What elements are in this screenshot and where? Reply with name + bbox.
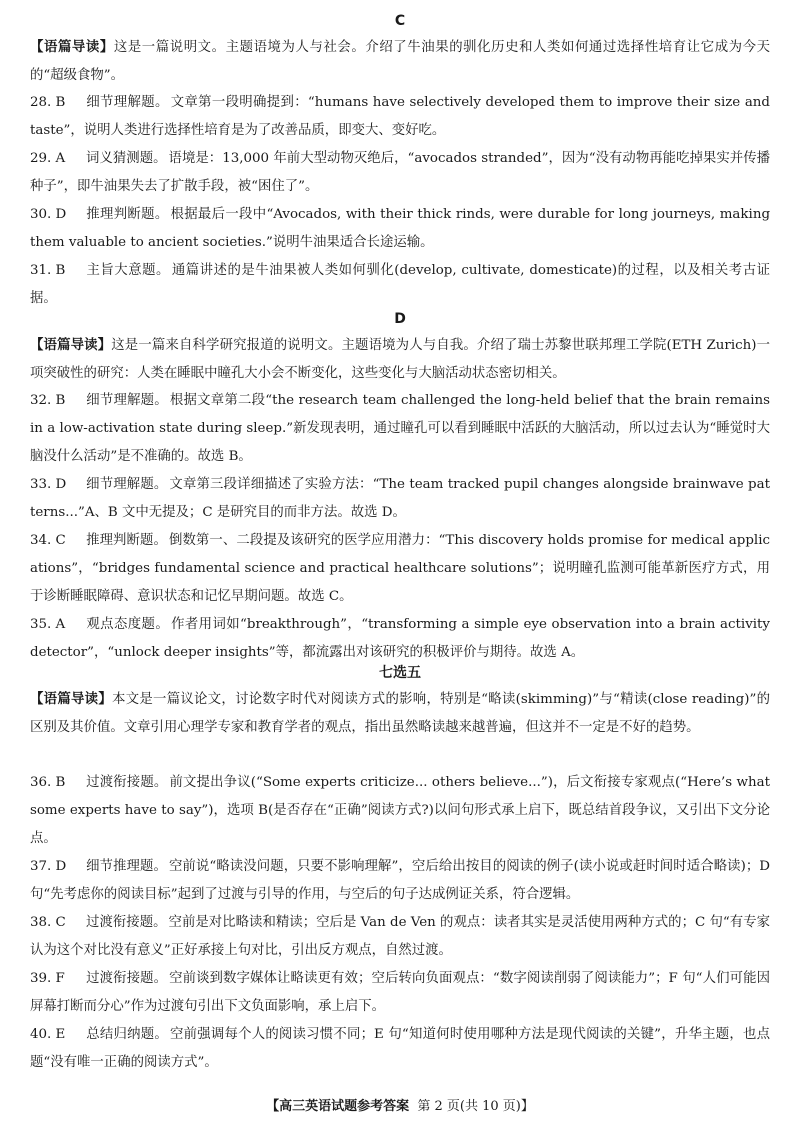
answer-item-38 — [30, 909, 770, 965]
answer-number: 29. A — [30, 151, 66, 166]
intro-label: 【语篇导读】 — [30, 39, 114, 55]
footer-title: 【高三英语试题参考答案 — [266, 1099, 410, 1114]
question-type: 推理判断题。 — [86, 533, 167, 548]
question-type: 总结归纳题。 — [86, 1027, 168, 1042]
section-qx-intro — [30, 685, 770, 742]
question-type: 观点态度题。 — [86, 617, 170, 632]
answer-explanation: 倒数第一、二段提及该研究的医学应用潜力：“This discovery holds promise for medical applications”，“bridges fundamental science and practical healthcare solutions”；说明瞳孔监测可能革新医疗方式，用于诊断睡眠障碍、意识状态和记忆早期问题。故选 C。 — [30, 533, 770, 604]
answer-explanation: 空前强调每个人的阅读习惯不同；E 句“知道何时使用哪种方法是现代阅读的关键”，升华主题，也点题“没有唯一正确的阅读方式”。 — [30, 1027, 770, 1070]
intro-label: 【语篇导读】 — [30, 691, 113, 707]
answer-explanation: 通篇讲述的是牛油果被人类如何驯化(develop, cultivate, domesticate)的过程，以及相关考古证据。 — [30, 263, 770, 306]
answer-explanation: 作者用词如“breakthrough”，“transforming a simple eye observation into a brain activity detector”，“unlock deeper insights”等，都流露出对该研究的积极评价与期待。故选 A。 — [30, 617, 770, 660]
answer-explanation: 根据文章第二段“the research team challenged the long-held belief that the brain remains in a low-activation state during sleep.”新发现表明，通过瞳孔可以看到睡眠中活跃的大脑活动，所以过去认为“睡觉时大脑没什么活动”是不准确的。故选 B。 — [30, 393, 770, 464]
answer-item-39 — [30, 965, 770, 1021]
page-footer — [0, 1098, 800, 1116]
answer-explanation: 根据最后一段中“Avocados, with their thick rinds, were durable for long journeys, making them valuable to ancient societies.”说明牛油果适合长途运输。 — [30, 207, 771, 250]
answer-item-31 — [30, 257, 770, 313]
answer-item-37 — [30, 853, 770, 909]
footer-page-number: 第 2 页(共 10 页)】 — [417, 1099, 534, 1114]
question-type: 过渡衔接题。 — [86, 971, 168, 986]
answer-number: 38. C — [30, 915, 66, 930]
answer-explanation: 文章第三段详细描述了实验方法：“The team tracked pupil changes alongside brainwave patterns...”A、B 文中无提及；C 是研究目的而非方法。故选 D。 — [30, 477, 770, 520]
answer-explanation: 语境是：13,000 年前大型动物灭绝后，“avocados stranded”，因为“没有动物再能吃掉果实并传播种子”，即牛油果失去了扩散手段，被“困住了”。 — [30, 151, 770, 194]
question-type: 细节理解题。 — [86, 393, 168, 408]
answer-number: 35. A — [30, 617, 66, 632]
question-type: 推理判断题。 — [86, 207, 169, 222]
answer-explanation: 空前说“略读没问题，只要不影响理解”，空后给出按目的阅读的例子(读小说或赶时间时适合略读)；D 句“先考虑你的阅读目标”起到了过渡与引导的作用，与空后的句子达成例证关系，符合逻辑。 — [30, 859, 771, 902]
question-type: 细节理解题。 — [86, 477, 168, 492]
answer-number: 30. D — [30, 207, 67, 222]
answer-explanation: 空前是对比略读和精读；空后是 Van de Ven 的观点：读者其实是灵活使用两种方式的；C 句“有专家认为这个对比没有意义”正好承接上句对比，引出反方观点，自然过渡。 — [30, 915, 771, 958]
answer-item-33 — [30, 471, 770, 527]
question-type: 词义猜测题。 — [86, 151, 167, 166]
answer-explanation: 前文提出争议(“Some experts criticize... others believe...”)，后文衔接专家观点(“Here’s what some experts have to say”)，选项 B(是否存在“正确”阅读方式?)以问句形式承上启下，既总结首段争议，又引出下文分论点。 — [30, 775, 770, 846]
section-title-c: C — [394, 13, 406, 29]
intro-text: 这是一篇来自科学研究报道的说明文。主题语境为人与自我。介绍了瑞士苏黎世联邦理工学院(ETH Zurich)一项突破性的研究：人类在睡眠中瞳孔大小会不断变化，这些变化与大脑活动状态密切相关。 — [30, 338, 771, 381]
answer-number: 40. E — [30, 1027, 66, 1042]
question-type: 细节推理题。 — [86, 859, 167, 874]
question-type: 过渡衔接题。 — [86, 775, 168, 790]
answer-number: 36. B — [30, 775, 66, 790]
question-type: 主旨大意题。 — [86, 263, 170, 278]
section-d-intro — [30, 331, 770, 388]
answer-number: 39. F — [30, 971, 65, 986]
answer-item-40 — [30, 1021, 770, 1077]
answer-number: 33. D — [30, 477, 67, 492]
intro-text: 这是一篇说明文。主题语境为人与社会。介绍了牛油果的驯化历史和人类如何通过选择性培育让它成为今天的“超级食物”。 — [30, 40, 771, 83]
answer-explanation: 空前谈到数字媒体让略读更有效；空后转向负面观点：“数字阅读削弱了阅读能力”；F 句“人们可能因屏幕打断而分心”作为过渡句引出下文负面影响，承上启下。 — [30, 971, 771, 1014]
section-title-seven-choose-five: 七选五 — [379, 665, 421, 681]
answer-item-34 — [30, 527, 770, 611]
answer-number: 34. C — [30, 533, 66, 548]
answer-item-32 — [30, 387, 770, 471]
answer-number: 31. B — [30, 263, 66, 278]
intro-text: 本文是一篇议论文，讨论数字时代对阅读方式的影响，特别是“略读(skimming)”与“精读(close reading)”的区别及其价值。文章引用心理学专家和教育学者的观点，指出虽然略读越来越普遍，但这并不一定是不好的趋势。 — [30, 692, 770, 735]
answer-item-36 — [30, 769, 770, 853]
answer-item-30 — [30, 201, 770, 257]
answer-item-28 — [30, 89, 770, 145]
intro-label: 【语篇导读】 — [30, 337, 112, 353]
section-c-intro — [30, 33, 770, 90]
answer-explanation: 文章第一段明确提到：“humans have selectively developed them to improve their size and taste”，说明人类进行选择性培育是为了改善品质，即变大、变好吃。 — [30, 95, 770, 138]
question-type: 过渡衔接题。 — [86, 915, 167, 930]
question-type: 细节理解题。 — [86, 95, 169, 110]
answer-number: 37. D — [30, 859, 67, 874]
answer-item-35 — [30, 611, 770, 667]
answer-item-29 — [30, 145, 770, 201]
section-title-d: D — [394, 311, 406, 327]
answer-number: 32. B — [30, 393, 66, 408]
answer-number: 28. B — [30, 95, 66, 110]
